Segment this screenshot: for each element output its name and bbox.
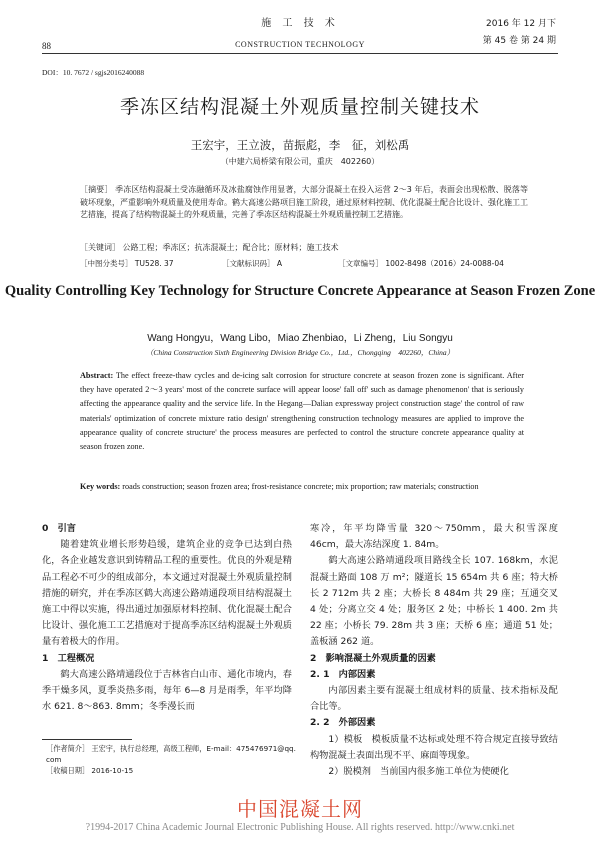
article-number: ［文章编号］ 1002-8498（2016）24-0088-04 [338,259,504,268]
abstract-cn: ［摘要］ 季冻区结构混凝土受冻融循环及冰盐腐蚀作用显著，大部分混凝土在投入运营 2～3 年后，表面会出现松散、脱落等破坏现象，严重影响外观质量及使用寿命。鹤大高速公路项目施工阶段，通过原材料控制、优化混凝土配合比设计、强化施工工艺措施，提高了结构物混凝土的外观质量，完善了季冻区结构混凝土外观质量控制工艺措施。 [80,185,528,219]
section-0-heading: 0 引言 [42,523,76,534]
keywords-en [80,480,524,494]
project-scope-text: 鹤大高速公路靖通段项目路线全长 107. 168km，水泥混凝土路面 108 万 m²；隧道长 15 654m 共 6 座；特大桥长 2 712m 共 2 座；大桥长 8 484m 共 29 座；互通交叉 4 处；分离立交 4 处；服务区 2 处；中桥长 1 400. 2m 共 22 座；小桥长 79. 28m 共 3 座；天桥 6 座；通道 51 处；盖板涵 262 道。 [310,555,558,648]
section-1-text: 鹤大高速公路靖通段位于吉林省白山市、通化市境内，春季干燥多风，夏季炎热多雨，每年 6—8 月是雨季，年平均降水 621. 8～863. 8mm；冬季漫长而 [42,668,292,713]
footnote [46,743,296,776]
journal-name-en: CONSTRUCTION TECHNOLOGY [235,40,365,49]
affiliation-en: （China Construction Sixth Engineering Division Bridge Co.，Ltd.，Chongqing 402260，China） [145,348,455,357]
keywords-en-label: Key words: [80,482,121,491]
received-date: ［收稿日期］ 2016-10-15 [46,766,134,775]
body-column-right [310,521,558,780]
affiliation-cn: （中建六局桥梁有限公司，重庆 402260） [220,157,380,166]
authors-cn: 王宏宇，王立波，苗振彪，李 征，刘松禹 [190,138,410,152]
issue-info [483,16,556,50]
author-bio: ［作者简介］ 王宏宇，执行总经理，高级工程师，E-mail：475476971@qq. com [46,744,296,764]
paper-title-en: Quality Controlling Key Technology for Structure Concrete Appearance at Season Frozen Zone [4,283,596,299]
page-number: 88 [42,41,51,51]
section-2-1-heading: 2. 1 内部因素 [310,668,376,680]
clc-number: ［中图分类号］ TU528. 37 [80,259,174,268]
climate-text-continued: 寒冷，年平均降雪量 320～750mm，最大积雪深度 46cm，最大冻结深度 1. 84m。 [310,523,558,551]
section-2-1-text: 内部因素主要有混凝土组成材料的质量、技术指标及配合比等。 [310,685,558,713]
body-column-left [42,521,292,715]
section-2-2-item-1: 1）模板 模板质量不达标或处理不符合规定直接导致结构物混凝土表面出现不平、麻面等现象。 [310,733,558,761]
header-rule [42,53,558,54]
section-2-2-heading: 2. 2 外部因素 [310,717,376,729]
document-code: ［文献标识码］ A [222,259,283,268]
authors-en: Wang Hongyu，Wang Libo，Miao Zhenbiao，Li Zheng，Liu Songyu [147,333,453,344]
footnote-rule [42,739,132,740]
section-0-text: 随着建筑业增长形势趋缓，建筑企业的竞争已达到白热化，各企业越发意识到铸精品工程的重要性。优良的外观是精品工程必不可少的组成部分，本文通过对混凝土外观质量控制措施的研究，并在季冻区鹤大高速公路靖通段项目结构混凝土施工中得以实施，得出通过加强原材料控制、优化混凝土配合比设计、强化施工工艺措施对于提高季冻区结构混凝土外观质量有着极大的作用。 [42,539,292,648]
section-2-heading: 2 影响混凝土外观质量的因素 [310,652,436,664]
abstract-en [80,369,524,454]
doi: DOI：10. 7672 / sgjs2016240088 [42,68,145,77]
abstract-en-label: Abstract: [80,371,114,380]
keywords-cn: ［关键词］ 公路工程；季冻区；抗冻混凝土；配合比；原材料；施工技术 [80,243,339,252]
watermark-text: 中国混凝土网 [237,797,363,821]
issue-volume: 第 45 卷 第 24 期 [482,36,556,46]
abstract-en-text: The effect freeze-thaw cycles and de-icing salt corrosion for structure concrete at season frozen zone is significant. After they have operated 2～3 years' most of the concrete surface will appear loose' fall off' such as damage phenomenon' that is seriously affecting the appearance quality and the service life. In the Hegang—Dalian expressway project construction stage' the control of raw materials' optimization of concrete mixture ratio design' strengthening construction technology measures are applied to improve the appearance quality of concrete structure' the process measures are perfected to control the structure concrete appearance quality at season frozen zone. [80,371,524,452]
section-2-2-item-2: 2）脱模剂 当前国内很多施工单位为使硬化 [328,766,509,778]
paper-title-cn: 季冻区结构混凝土外观质量控制关键技术 [119,96,480,118]
section-1-heading: 1 工程概况 [42,652,95,664]
copyright-footer: ?1994-2017 China Academic Journal Electronic Publishing House. All rights reserved. http://www.cnki.net [85,822,515,833]
journal-name-cn: 施 工 技 术 [261,18,339,29]
issue-date: 2016 年 12 月下 [486,19,556,29]
keywords-en-text: roads construction; season frozen area; frost-resistance concrete; mix proportion; raw materials; construction [122,482,479,491]
